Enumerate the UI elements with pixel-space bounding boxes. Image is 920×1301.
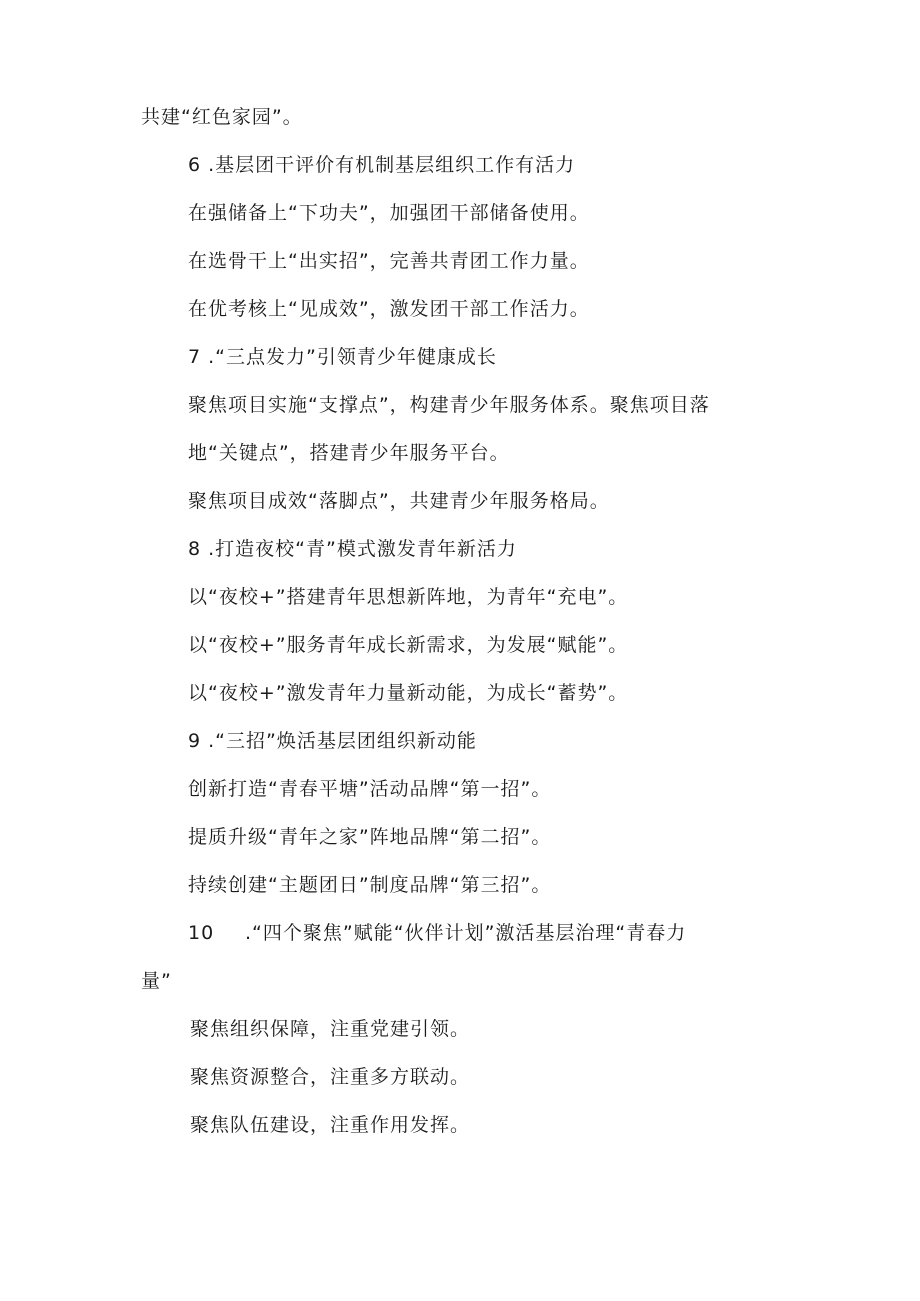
heading-item-10-number: 10 [188,922,215,944]
heading-item-10-continuation: 量” [141,970,172,992]
paragraph-line: 以“夜校+”服务青年成长新需求，为发展“赋能”。 [188,634,629,656]
paragraph-line: 聚焦项目成效“落脚点”，共建青少年服务格局。 [188,490,610,512]
paragraph-line: 提质升级“青年之家”阵地品牌“第二招”。 [188,826,552,848]
paragraph-line: 创新打造“青春平塘”活动品牌“第一招”。 [188,778,552,800]
heading-item-7: 7 .“三点发力”引领青少年健康成长 [188,346,497,368]
paragraph-line: 聚焦队伍建设，注重作用发挥。 [190,1114,471,1136]
heading-item-6: 6 .基层团干评价有机制基层组织工作有活力 [188,154,576,176]
paragraph-line: 聚焦组织保障，注重党建引领。 [190,1018,471,1040]
paragraph-line: 以“夜校+”激发青年力量新动能，为成长“蓄势”。 [188,682,629,704]
paragraph-line: 持续创建“主题团日”制度品牌“第三招”。 [188,874,552,896]
paragraph-line: 共建“红色家园”。 [141,106,303,128]
paragraph-line: 聚焦资源整合，注重多方联动。 [190,1066,471,1088]
heading-item-8: 8 .打造夜校“青”模式激发青年新活力 [188,538,517,560]
paragraph-line: 地“关键点”，搭建青少年服务平台。 [188,442,510,464]
paragraph-line: 聚焦项目实施“支撑点”，构建青少年服务体系。聚焦项目落 [188,394,710,416]
heading-item-10-text: .“四个聚焦”赋能“伙伴计划”激活基层治理“青春力 [245,922,687,944]
paragraph-line: 在优考核上“见成效”，激发团干部工作活力。 [188,298,590,320]
heading-item-9: 9 .“三招”焕活基层团组织新动能 [188,730,477,752]
paragraph-line: 在选骨干上“出实招”，完善共青团工作力量。 [188,250,590,272]
paragraph-line: 在强储备上“下功夫”，加强团干部储备使用。 [188,202,590,224]
paragraph-line: 以“夜校+”搭建青年思想新阵地，为青年“充电”。 [188,586,629,608]
